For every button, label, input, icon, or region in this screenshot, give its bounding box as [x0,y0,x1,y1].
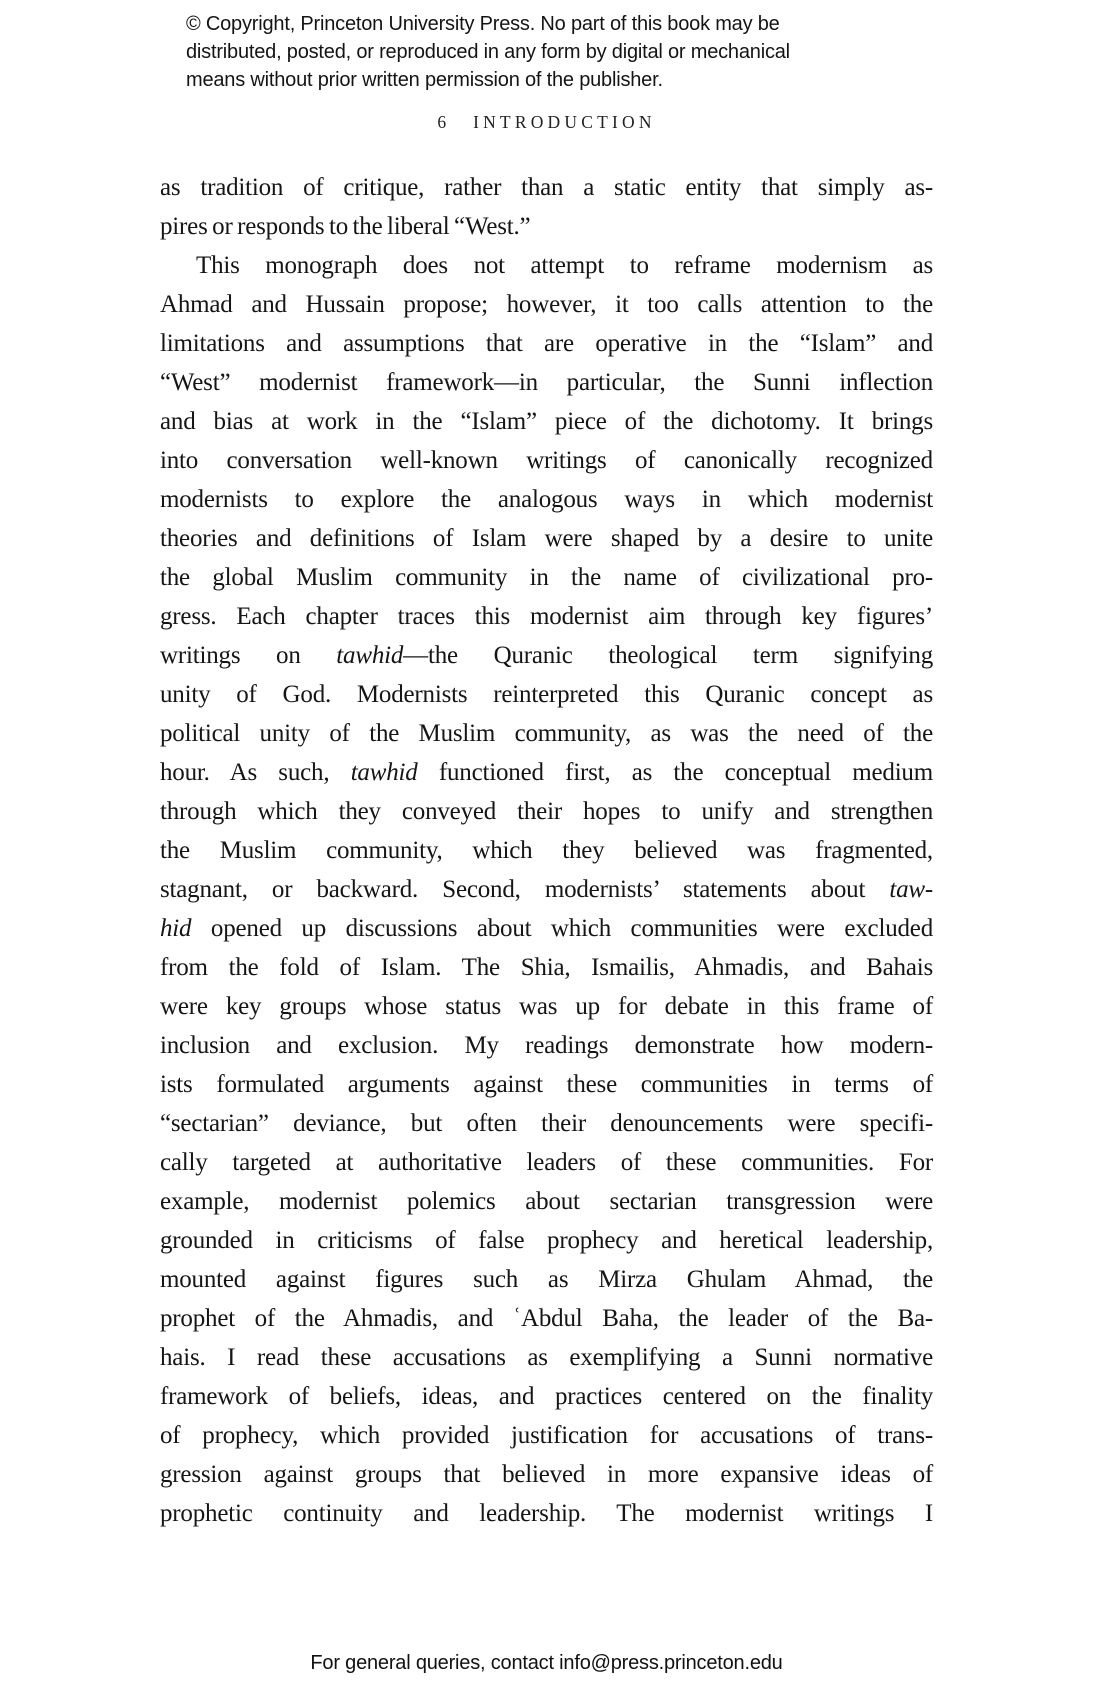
body-line [160,948,933,987]
text-segment: limitations and assumptions that are operative in the “Islam” and [160,330,933,357]
text-segment: Ahmad and Hussain propose; however, it too calls attention to the [160,291,933,318]
text-segment: grounded in criticisms of false prophecy and heretical leadership, [160,1227,933,1254]
body-line [160,1026,933,1065]
body-line [160,987,933,1026]
text-segment: —the Quranic theological term signifying [403,642,933,669]
body-line [160,480,933,519]
body-line [160,597,933,636]
text-segment: “West” modernist framework—in particular, the Sunni inflection [160,369,933,396]
body-line [160,1143,933,1182]
running-head-title: INTRODUCTION [473,112,656,132]
body-line [160,1182,933,1221]
body-line [160,441,933,480]
body-line [160,1338,933,1377]
body-line [160,324,933,363]
text-segment: prophet of the Ahmadis, and ʿAbdul Baha, the leader of the Ba- [160,1305,933,1332]
body-text [160,168,933,1533]
text-segment: This monograph does not attempt to reframe modernism as [196,252,933,279]
text-segment: functioned first, as the conceptual medium [417,759,933,786]
text-segment: opened up discussions about which communities were excluded [191,915,933,942]
body-line [160,1260,933,1299]
text-segment: theories and definitions of Islam were shaped by a desire to unite [160,525,933,552]
copyright-line: means without prior written permission of the publisher. [186,69,663,91]
body-line [160,714,933,753]
italic-term: hid [160,915,192,942]
copyright-notice [186,10,790,94]
text-segment: hour. As such, [160,759,351,786]
body-line [160,402,933,441]
text-segment: example, modernist polemics about sectarian transgression were [160,1188,933,1215]
body-line [160,1416,933,1455]
body-line [160,246,933,285]
body-line [160,1494,933,1533]
text-segment: unity of God. Modernists reinterpreted this Quranic concept as [160,681,933,708]
page-number: 6 [437,112,448,132]
text-segment: ists formulated arguments against these communities in terms of [160,1071,933,1098]
body-line [160,870,933,909]
body-line [160,207,933,246]
text-segment: the global Muslim community in the name of civilizational pro- [160,564,933,591]
text-segment: from the fold of Islam. The Shia, Ismailis, Ahmadis, and Bahais [160,954,933,981]
body-line [160,1104,933,1143]
body-line [160,675,933,714]
italic-term: taw- [889,876,933,903]
italic-term: tawhid [350,759,418,786]
text-segment: the Muslim community, which they believed was fragmented, [160,837,933,864]
text-segment: political unity of the Muslim community, as was the need of the [160,720,933,747]
page-footer [160,1652,933,1675]
text-segment: prophetic continuity and leadership. The modernist writings I [160,1500,933,1527]
footer-query-text: For general queries, contact info@press.princeton.edu [310,1652,783,1674]
body-line [160,1221,933,1260]
text-segment: of prophecy, which provided justification for accusations of trans- [160,1422,933,1449]
body-line [160,1377,933,1416]
text-segment: framework of beliefs, ideas, and practices centered on the finality [160,1383,933,1410]
text-segment: stagnant, or backward. Second, modernists’ statements about [160,876,890,903]
body-line [160,168,933,207]
text-segment: as tradition of critique, rather than a static entity that simply as- [160,174,933,201]
copyright-line: distributed, posted, or reproduced in any form by digital or mechanical [186,41,790,63]
body-line [160,519,933,558]
body-line [160,363,933,402]
body-line [160,1299,933,1338]
body-line [160,636,933,675]
text-segment: pires or responds to the liberal “West.” [160,213,531,240]
text-segment: and bias at work in the “Islam” piece of the dichotomy. It brings [160,408,933,435]
text-segment: were key groups whose status was up for debate in this frame of [160,993,933,1020]
text-segment: “sectarian” deviance, but often their denouncements were specifi- [160,1110,933,1137]
text-segment: writings on [160,642,337,669]
body-line [160,831,933,870]
copyright-line: © Copyright, Princeton University Press. No part of this book may be [186,13,780,35]
text-segment: gress. Each chapter traces this modernist aim through key figures’ [160,603,933,630]
body-line [160,558,933,597]
text-segment: cally targeted at authoritative leaders of these communities. For [160,1149,933,1176]
text-segment: modernists to explore the analogous ways in which modernist [160,486,933,513]
body-line [160,285,933,324]
running-head [160,112,933,133]
text-segment: through which they conveyed their hopes to unify and strengthen [160,798,933,825]
body-line [160,1455,933,1494]
text-segment: into conversation well-known writings of canonically recognized [160,447,933,474]
body-line [160,792,933,831]
body-line [160,909,933,948]
text-segment: gression against groups that believed in more expansive ideas of [160,1461,933,1488]
body-line [160,1065,933,1104]
text-segment: inclusion and exclusion. My readings demonstrate how modern- [160,1032,933,1059]
italic-term: tawhid [336,642,404,669]
text-segment: mounted against figures such as Mirza Ghulam Ahmad, the [160,1266,933,1293]
body-line [160,753,933,792]
text-segment: hais. I read these accusations as exemplifying a Sunni normative [160,1344,933,1371]
